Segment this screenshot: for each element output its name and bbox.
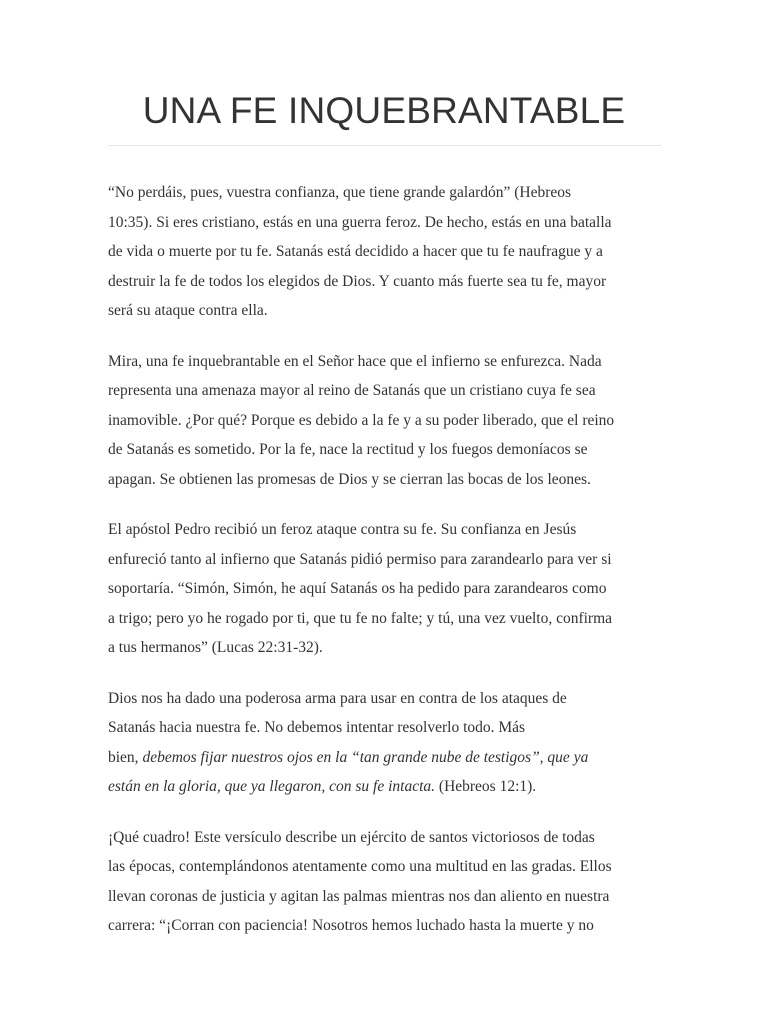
article-body [108,178,661,962]
plain-text: bien, [108,748,143,766]
text-line [108,772,661,802]
text-line: representa una amenaza mayor al reino de Satanás que un cristiano cuya fe sea [108,382,596,399]
text-line: de Satanás es sometido. Por la fe, nace la rectitud y los fuegos demoníacos se [108,441,588,458]
title-divider [108,145,661,146]
text-line: las épocas, contemplándonos atentamente como una multitud en las gradas. Ellos [108,858,612,875]
text-line: de vida o muerte por tu fe. Satanás está decidido a hacer que tu fe naufrague y a [108,243,603,260]
text-line: a tus hermanos” (Lucas 22:31-32). [108,639,323,656]
paragraph-3 [108,515,661,663]
text-line: Satanás hacia nuestra fe. No debemos intentar resolverlo todo. Más [108,719,526,736]
text-line: a trigo; pero yo he rogado por ti, que tu fe no falte; y tú, una vez vuelto, confirma [108,609,613,627]
text-line: Dios nos ha dado una poderosa arma para usar en contra de los ataques de [108,689,567,707]
scripture-reference: (Hebreos 12:1). [435,778,537,795]
text-line: destruir la fe de todos los elegidos de Dios. Y cuanto más fuerte sea tu fe, mayor [108,272,607,290]
text-line: ¡Qué cuadro! Este versículo describe un ejército de santos victoriosos de todas [108,828,595,846]
text-line: Mira, una fe inquebrantable en el Señor hace que el infierno se enfurezca. Nada [108,352,602,370]
paragraph-2 [108,347,661,495]
article-title: UNA FE INQUEBRANTABLE [142,90,626,131]
text-line [108,743,661,773]
text-line: 10:35). Si eres cristiano, estás en una guerra feroz. De hecho, estás en una batalla [108,213,612,231]
text-line: soportaría. “Simón, Simón, he aquí Satanás os ha pedido para zarandearos como [108,580,607,597]
text-line: inamovible. ¿Por qué? Porque es debido a la fe y a su poder liberado, que el reino [108,411,615,429]
text-line: El apóstol Pedro recibió un feroz ataque contra su fe. Su confianza en Jesús [108,521,577,538]
text-line: llevan coronas de justicia y agitan las palmas mientras nos dan aliento en nuestra [108,887,610,905]
paragraph-1 [108,178,661,326]
paragraph-5 [108,823,661,941]
italic-quote: están en la gloria, que ya llegaron, con su fe intacta. [108,778,436,795]
text-line: enfureció tanto al infierno que Satanás pidió permiso para zarandearlo para ver si [108,550,612,568]
paragraph-4 [108,684,661,802]
italic-quote: debemos fijar nuestros ojos en la “tan grande nube de testigos”, que ya [142,748,589,766]
text-line: carrera: “¡Corran con paciencia! Nosotros hemos luchado hasta la muerte y no [108,917,594,934]
text-line: apagan. Se obtienen las promesas de Dios y se cierran las bocas de los leones. [108,470,591,488]
text-line: “No perdáis, pues, vuestra confianza, que tiene grande galardón” (Hebreos [108,184,572,201]
text-line: será su ataque contra ella. [108,302,268,319]
